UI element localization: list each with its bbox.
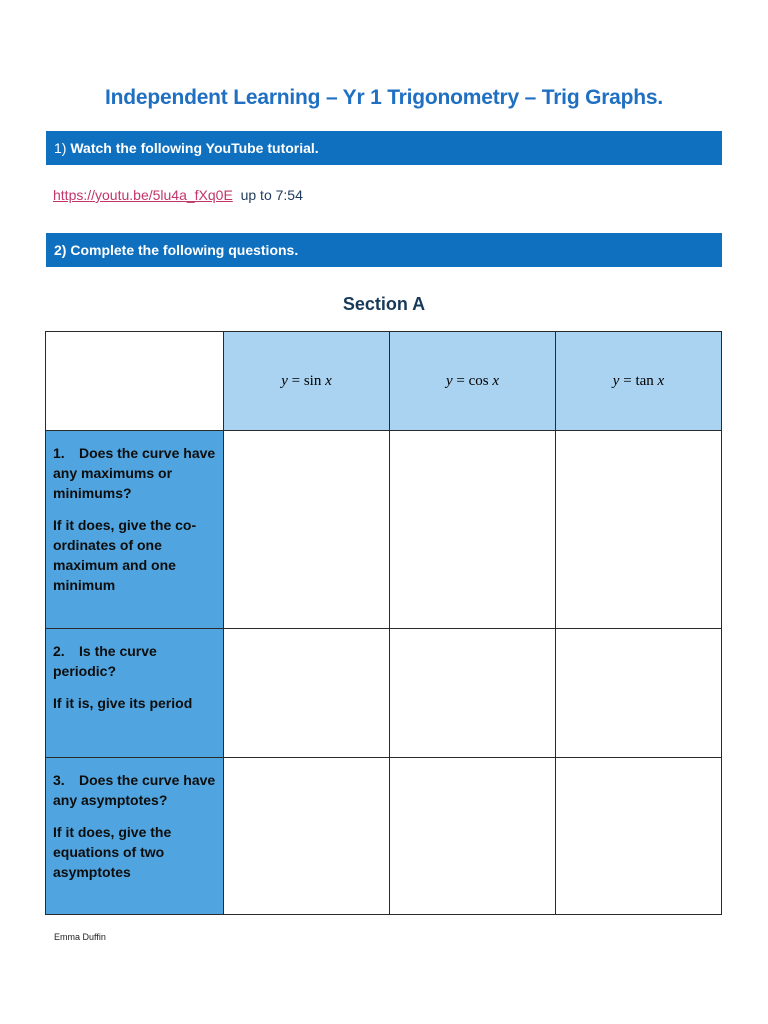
answer-cell-sin-2[interactable] bbox=[224, 629, 390, 758]
question-follow-up: If it is, give its period bbox=[53, 695, 193, 711]
answer-cell-sin-3[interactable] bbox=[224, 758, 390, 915]
answer-cell-cos-1[interactable] bbox=[390, 431, 556, 629]
question-text: Does the curve have any asymptotes? bbox=[53, 772, 216, 808]
question-text: Does the curve have any maximums or minimums? bbox=[53, 445, 216, 501]
question-follow-up: If it does, give the co-ordinates of one maximum and one minimum bbox=[53, 517, 197, 593]
answer-cell-sin-1[interactable] bbox=[224, 431, 390, 629]
answer-cell-cos-2[interactable] bbox=[390, 629, 556, 758]
step2-banner bbox=[46, 233, 722, 267]
answer-cell-cos-3[interactable] bbox=[390, 758, 556, 915]
question-number: 2. bbox=[53, 643, 65, 659]
author-footer: Emma Duffin bbox=[54, 932, 106, 942]
page-title: Independent Learning – Yr 1 Trigonometry – Trig Graphs. bbox=[104, 86, 664, 109]
header-sin: y = sin x bbox=[224, 332, 390, 431]
step1-label: Watch the following YouTube tutorial. bbox=[70, 140, 319, 156]
table-row bbox=[46, 758, 722, 915]
header-cos: y = cos x bbox=[390, 332, 556, 431]
question-3-cell bbox=[46, 758, 224, 915]
question-number: 3. bbox=[53, 772, 65, 788]
question-number: 1. bbox=[53, 445, 65, 461]
table-row bbox=[46, 629, 722, 758]
answer-cell-tan-2[interactable] bbox=[556, 629, 722, 758]
step2-label: 2) Complete the following questions. bbox=[54, 242, 299, 258]
question-text: Is the curve periodic? bbox=[53, 643, 157, 679]
step1-number: 1) bbox=[54, 140, 67, 156]
tutorial-link[interactable]: https://youtu.be/5lu4a_fXq0E bbox=[53, 187, 233, 203]
table-header-row bbox=[46, 332, 722, 431]
step1-banner bbox=[46, 131, 722, 165]
questions-table bbox=[45, 331, 722, 915]
answer-cell-tan-3[interactable] bbox=[556, 758, 722, 915]
tutorial-suffix: up to 7:54 bbox=[240, 187, 303, 203]
section-title: Section A bbox=[342, 294, 426, 314]
question-1-cell bbox=[46, 431, 224, 629]
answer-cell-tan-1[interactable] bbox=[556, 431, 722, 629]
tutorial-line bbox=[53, 187, 303, 203]
question-2-cell bbox=[46, 629, 224, 758]
blank-corner-cell bbox=[46, 332, 224, 431]
header-tan: y = tan x bbox=[556, 332, 722, 431]
question-follow-up: If it does, give the equations of two asymptotes bbox=[53, 824, 172, 880]
table-row bbox=[46, 431, 722, 629]
